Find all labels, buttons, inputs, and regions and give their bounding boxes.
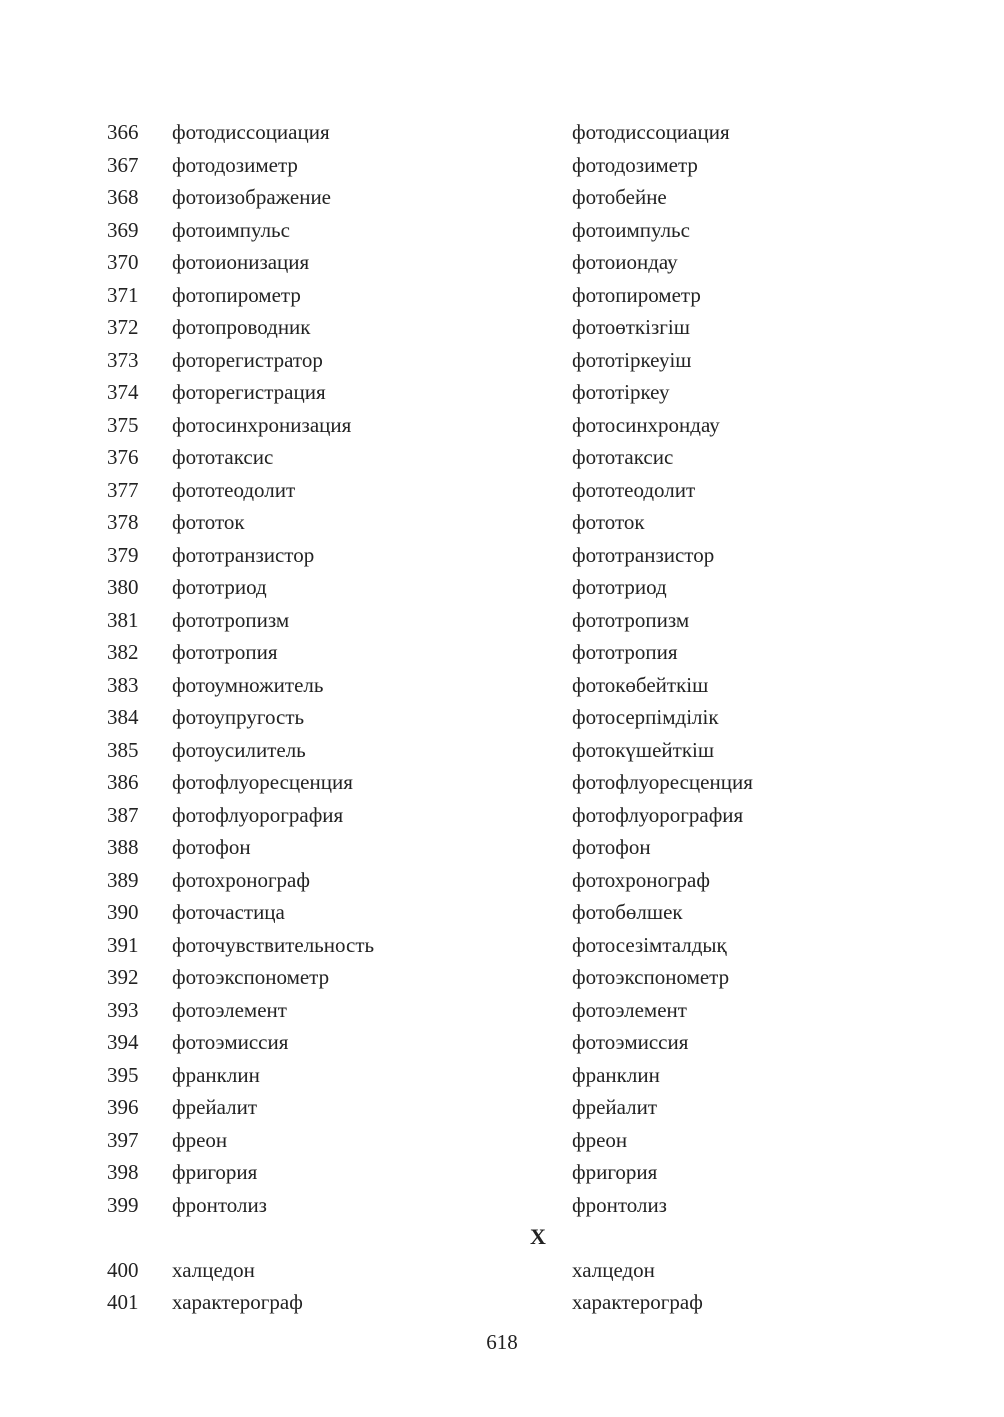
entry-number: 401 (107, 1290, 139, 1314)
glossary-row (0, 896, 1004, 929)
glossary-row (0, 214, 1004, 247)
term-kazakh: фотоиондау (572, 250, 678, 274)
glossary-row (0, 929, 1004, 962)
glossary-row (0, 1124, 1004, 1157)
term-russian: фригория (172, 1160, 258, 1184)
entry-number: 397 (107, 1127, 139, 1152)
term-russian: фреон (172, 1127, 228, 1152)
glossary-row (0, 1059, 1004, 1092)
glossary-row (0, 376, 1004, 409)
entry-number: 390 (107, 900, 139, 924)
glossary-row (0, 1189, 1004, 1222)
glossary-list (0, 116, 1004, 1319)
term-kazakh: франклин (572, 1062, 660, 1087)
term-kazakh: фрейалит (572, 1095, 658, 1119)
term-kazakh: фототаксис (572, 445, 674, 469)
glossary-row (0, 506, 1004, 539)
entry-number: 391 (107, 932, 139, 957)
term-russian: фотосинхронизация (172, 412, 352, 437)
entry-number: 393 (107, 997, 139, 1022)
term-kazakh: фотоэкспонометр (572, 965, 730, 989)
term-russian: фронтолиз (172, 1192, 267, 1217)
term-russian: фоторегистрация (172, 380, 326, 404)
term-kazakh: фототок (572, 510, 645, 534)
term-kazakh: фототіркеу (572, 380, 670, 404)
term-kazakh: фотохронограф (572, 867, 710, 892)
term-russian: фототаксис (172, 445, 274, 469)
term-russian: фотодозиметр (172, 152, 298, 177)
glossary-row (0, 864, 1004, 897)
glossary-row (0, 1156, 1004, 1189)
entry-number: 385 (107, 737, 139, 762)
glossary-row (0, 279, 1004, 312)
glossary-row (0, 701, 1004, 734)
term-russian: фотоэкспонометр (172, 965, 330, 989)
glossary-row (0, 1254, 1004, 1287)
entry-number: 370 (107, 250, 139, 274)
term-russian: фотохронограф (172, 867, 310, 892)
glossary-row (0, 1286, 1004, 1319)
term-russian: франклин (172, 1062, 260, 1087)
glossary-row (0, 116, 1004, 149)
term-russian: фототранзистор (172, 542, 315, 567)
entry-number: 378 (107, 510, 139, 534)
term-kazakh: фотоэлемент (572, 997, 687, 1022)
term-russian: фотоумножитель (172, 672, 324, 697)
glossary-row (0, 636, 1004, 669)
glossary-row (0, 669, 1004, 702)
glossary-row (0, 799, 1004, 832)
term-russian: фотоэмиссия (172, 1030, 289, 1054)
entry-number: 399 (107, 1192, 139, 1217)
entry-number: 383 (107, 672, 139, 697)
term-kazakh: фототриод (572, 575, 667, 599)
term-kazakh: фреон (572, 1127, 628, 1152)
entry-number: 394 (107, 1030, 139, 1054)
entry-number: 371 (107, 282, 139, 307)
term-russian: фрейалит (172, 1095, 258, 1119)
entry-number: 395 (107, 1062, 139, 1087)
term-russian: фотоусилитель (172, 737, 306, 762)
entry-number: 377 (107, 477, 139, 502)
term-kazakh: фотосерпімділік (572, 705, 719, 729)
glossary-row (0, 181, 1004, 214)
glossary-row (0, 311, 1004, 344)
term-russian: характерограф (172, 1290, 303, 1314)
term-kazakh: фотопирометр (572, 282, 701, 307)
term-kazakh: фотоимпульс (572, 217, 690, 242)
term-russian: фотоупругость (172, 705, 305, 729)
term-kazakh: фотоэмиссия (572, 1030, 689, 1054)
entry-number: 387 (107, 802, 139, 827)
glossary-row (0, 441, 1004, 474)
entry-number: 366 (107, 120, 139, 144)
term-russian: фотодиссоциация (172, 120, 330, 144)
term-kazakh: фотофлуоресценция (572, 770, 753, 794)
term-russian: фотоимпульс (172, 217, 290, 242)
entry-number: 400 (107, 1257, 139, 1282)
glossary-row (0, 604, 1004, 637)
glossary-row (0, 734, 1004, 767)
entry-number: 381 (107, 607, 139, 632)
term-russian: фототеодолит (172, 477, 296, 502)
term-russian: фототриод (172, 575, 267, 599)
entry-number: 384 (107, 705, 139, 729)
entry-number: 386 (107, 770, 139, 794)
glossary-row (0, 539, 1004, 572)
entry-number: 382 (107, 640, 139, 664)
entry-number: 396 (107, 1095, 139, 1119)
term-kazakh: фототранзистор (572, 542, 715, 567)
term-kazakh: фотосинхрондау (572, 412, 720, 437)
term-russian: фотоизображение (172, 185, 331, 209)
entry-number: 367 (107, 152, 139, 177)
term-kazakh: фотокүшейткіш (572, 737, 715, 762)
term-kazakh: фототіркеуіш (572, 347, 692, 372)
entry-number: 380 (107, 575, 139, 599)
glossary-row (0, 1091, 1004, 1124)
term-kazakh: фототропия (572, 640, 678, 664)
entry-number: 373 (107, 347, 139, 372)
term-kazakh: фронтолиз (572, 1192, 667, 1217)
glossary-row (0, 474, 1004, 507)
entry-number: 392 (107, 965, 139, 989)
term-russian: фотофлуоресценция (172, 770, 353, 794)
term-kazakh: фотокөбейткіш (572, 672, 709, 697)
entry-number: 398 (107, 1160, 139, 1184)
term-kazakh: фотофлуорография (572, 802, 744, 827)
term-kazakh: фотосезімталдық (572, 932, 727, 957)
page-number: 618 (486, 1330, 518, 1354)
term-russian: фоторегистратор (172, 347, 323, 372)
term-russian: фототропизм (172, 607, 290, 632)
glossary-row (0, 246, 1004, 279)
glossary-row (0, 766, 1004, 799)
term-kazakh: фотобөлшек (572, 900, 683, 924)
entry-number: 388 (107, 835, 139, 859)
entry-number: 379 (107, 542, 139, 567)
entry-number: 376 (107, 445, 139, 469)
glossary-row (0, 1026, 1004, 1059)
term-kazakh: фотофон (572, 835, 651, 859)
entry-number: 368 (107, 185, 139, 209)
glossary-row (0, 831, 1004, 864)
entry-number: 372 (107, 315, 139, 339)
glossary-row (0, 961, 1004, 994)
term-russian: фотоэлемент (172, 997, 287, 1022)
glossary-row (0, 344, 1004, 377)
term-kazakh: фотоөткізгіш (572, 315, 690, 339)
term-russian: фотофлуорография (172, 802, 344, 827)
term-russian: фотопирометр (172, 282, 301, 307)
glossary-row (0, 149, 1004, 182)
entry-number: 389 (107, 867, 139, 892)
glossary-row (0, 571, 1004, 604)
term-kazakh: фототеодолит (572, 477, 696, 502)
term-kazakh: фототропизм (572, 607, 690, 632)
term-russian: фототок (172, 510, 245, 534)
term-russian: фоточувствительность (172, 932, 375, 957)
entry-number: 374 (107, 380, 139, 404)
term-russian: фотопроводник (172, 315, 311, 339)
glossary-row (0, 409, 1004, 442)
term-russian: фотоионизация (172, 250, 310, 274)
term-kazakh: фригория (572, 1160, 658, 1184)
term-kazakh: халцедон (572, 1257, 655, 1282)
term-russian: фоточастица (172, 900, 285, 924)
glossary-row (0, 994, 1004, 1027)
term-russian: халцедон (172, 1257, 255, 1282)
term-russian: фототропия (172, 640, 278, 664)
entry-number: 369 (107, 217, 139, 242)
term-russian: фотофон (172, 835, 251, 859)
entry-number: 375 (107, 412, 139, 437)
term-kazakh: фотодозиметр (572, 152, 698, 177)
term-kazakh: фотобейне (572, 185, 667, 209)
section-heading: Х (530, 1224, 546, 1249)
term-kazakh: фотодиссоциация (572, 120, 730, 144)
term-kazakh: характерограф (572, 1290, 703, 1314)
